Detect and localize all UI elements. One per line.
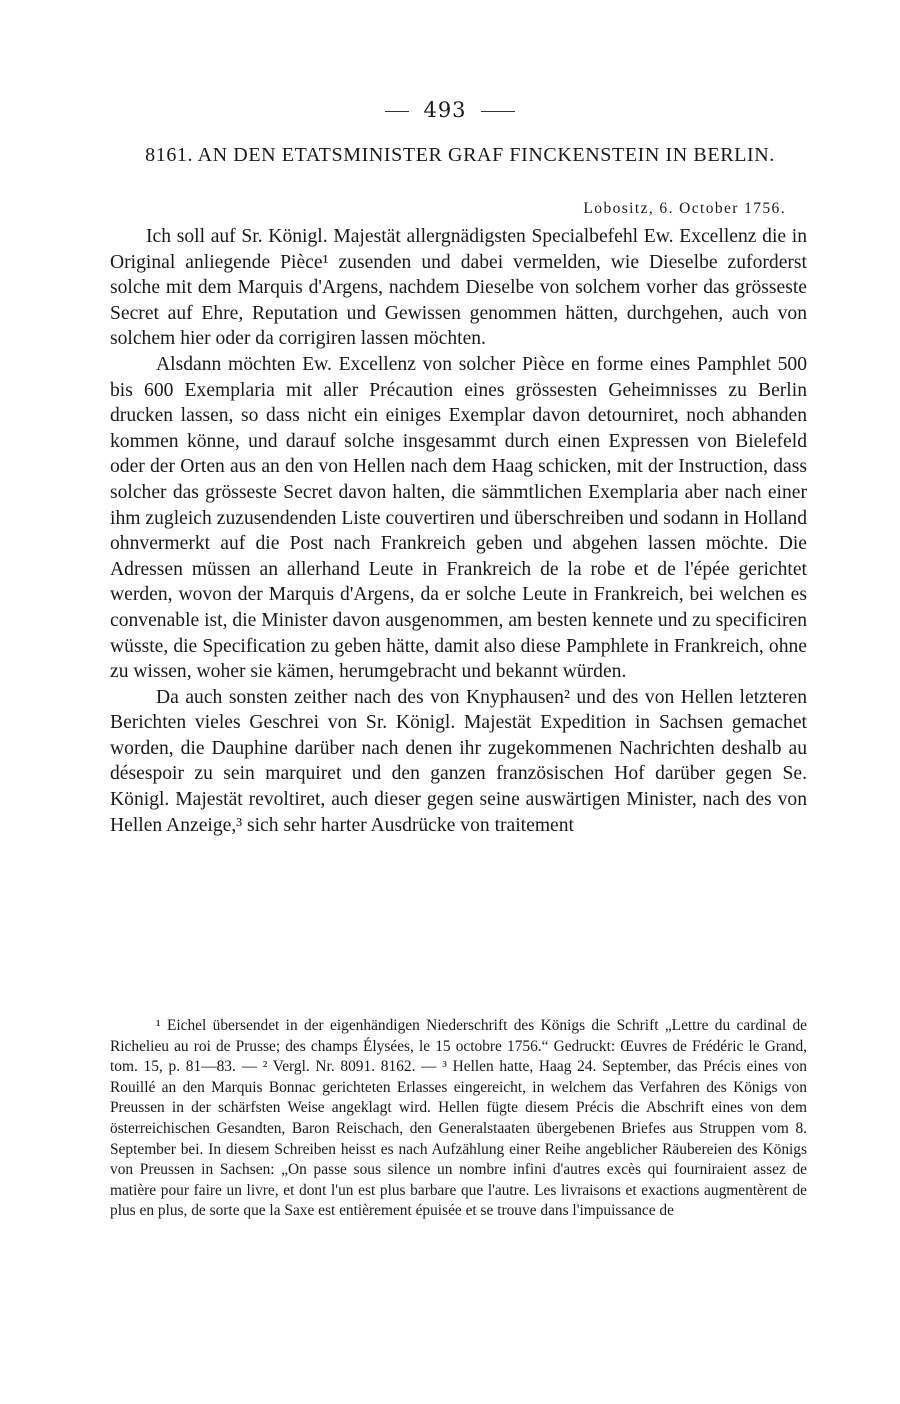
page-number-right-rule [481,111,515,112]
footnotes [110,1016,807,1222]
paragraph-3: Da auch sonsten zeither nach des von Knyphausen² und des von Hellen letzteren Berichten vieles Geschrei von Sr. Königl. Majestät Expedition in Sachsen gemachet worden, die Dauphine darüber nach denen ihr zugekommenen Nachrichten deshalb au désespoir zu sein marquiret und den ganzen französischen Hof darüber gegen Se. Königl. Majestät revoltiret, auch dieser gegen seine auswärtigen Minister, nach des von Hellen Anzeige,³ sich sehr harter Ausdrücke von traitement [110,686,807,836]
page-number-line [0,98,900,122]
dateline: Lobositz, 6. October 1756. [583,200,786,217]
paragraph-1: Ich soll auf Sr. Königl. Majestät allergnädigsten Specialbefehl Ew. Excellenz die in Original anliegende Pièce¹ zusenden und dabei vermelden, wie Dieselbe zuforderst solche mit dem Marquis d'Argens, nachdem Dieselbe von solchem vorher das grösseste Secret auf Ehre, Reputation und Gewissen genommen hätten, durchgehen, auch von solchem hier oder da corrigiren lassen möchten. [110,226,807,350]
footnote-text: ¹ Eichel übersendet in der eigenhändigen Niederschrift des Königs die Schrift „Lettre du cardinal de Richelieu au roi de Prusse; des champs Élysées, le 15 octobre 1756.“ Gedruckt: Œuvres de Frédéric le Grand, tom. 15, p. 81—83. — ² Vergl. Nr. 8091. 8162. — ³ Hellen hatte, Haag 24. September, das Précis eines von Rouillé an den Marquis Bonnac gerichteten Erlasses eingereicht, in welchem das Verfahren des Königs von Preussen in der schärfsten Weise angeklagt wird. Hellen fügte diesem Précis die Abschrift eines von dem österreichischen Gesandten, Baron Reischach, den Generalstaaten übergebenen Briefes aus Struppen vom 8. September bei. In diesem Schreiben heisst es nach Aufzählung einer Reihe angeblicher Räubereien des Königs von Preussen in Sachsen: „On passe sous silence un nombre infini d'autres excès qui fourniraient assez de matière pour faire un livre, et dont l'un est plus barbare que l'autre. Les livraisons et exactions augmentèrent de plus en plus, de sorte que la Saxe est entièrement épuisée et se trouve dans l'impuissance de [110,1017,807,1220]
letter-heading: 8161. AN DEN ETATSMINISTER GRAF FINCKENSTEIN IN BERLIN. [145,144,775,166]
page-number-left-rule [385,111,409,112]
letter-body [110,224,807,838]
page-number: 493 [423,98,467,122]
paragraph-2: Alsdann möchten Ew. Excellenz von solcher Pièce en forme eines Pamphlet 500 bis 600 Exemplaria mit aller Précaution eines grössesten Geheimnisses zu Berlin drucken lassen, so dass nicht ein einiges Exemplar davon detourniret, noch abhanden kommen könne, und darauf solche insgesammt durch einen Expressen von Bielefeld oder der Orten aus an den von Hellen nach dem Haag schicken, mit der Instruction, dass solcher das grösseste Secret davon halten, die sämmtlichen Exemplaria aber nach einer ihm zugleich zuzusendenden Liste couvertiren und überschreiben und sodann in Holland ohnvermerkt auf die Post nach Frankreich geben und abgehen lassen möchte. Die Adressen müssen an allerhand Leute in Frankreich de la robe et de l'épée gerichtet werden, wovon der Marquis d'Argens, da er solche Leute in Frankreich, bei welchen es convenable ist, die Minister davon ausgenommen, am besten kennete und zu specificiren wüsste, die Specification zu geben hätte, damit also diese Pamphlete in Frankreich, ohne zu wissen, woher sie kämen, herumgebracht und bekannt würden. [110,353,807,683]
